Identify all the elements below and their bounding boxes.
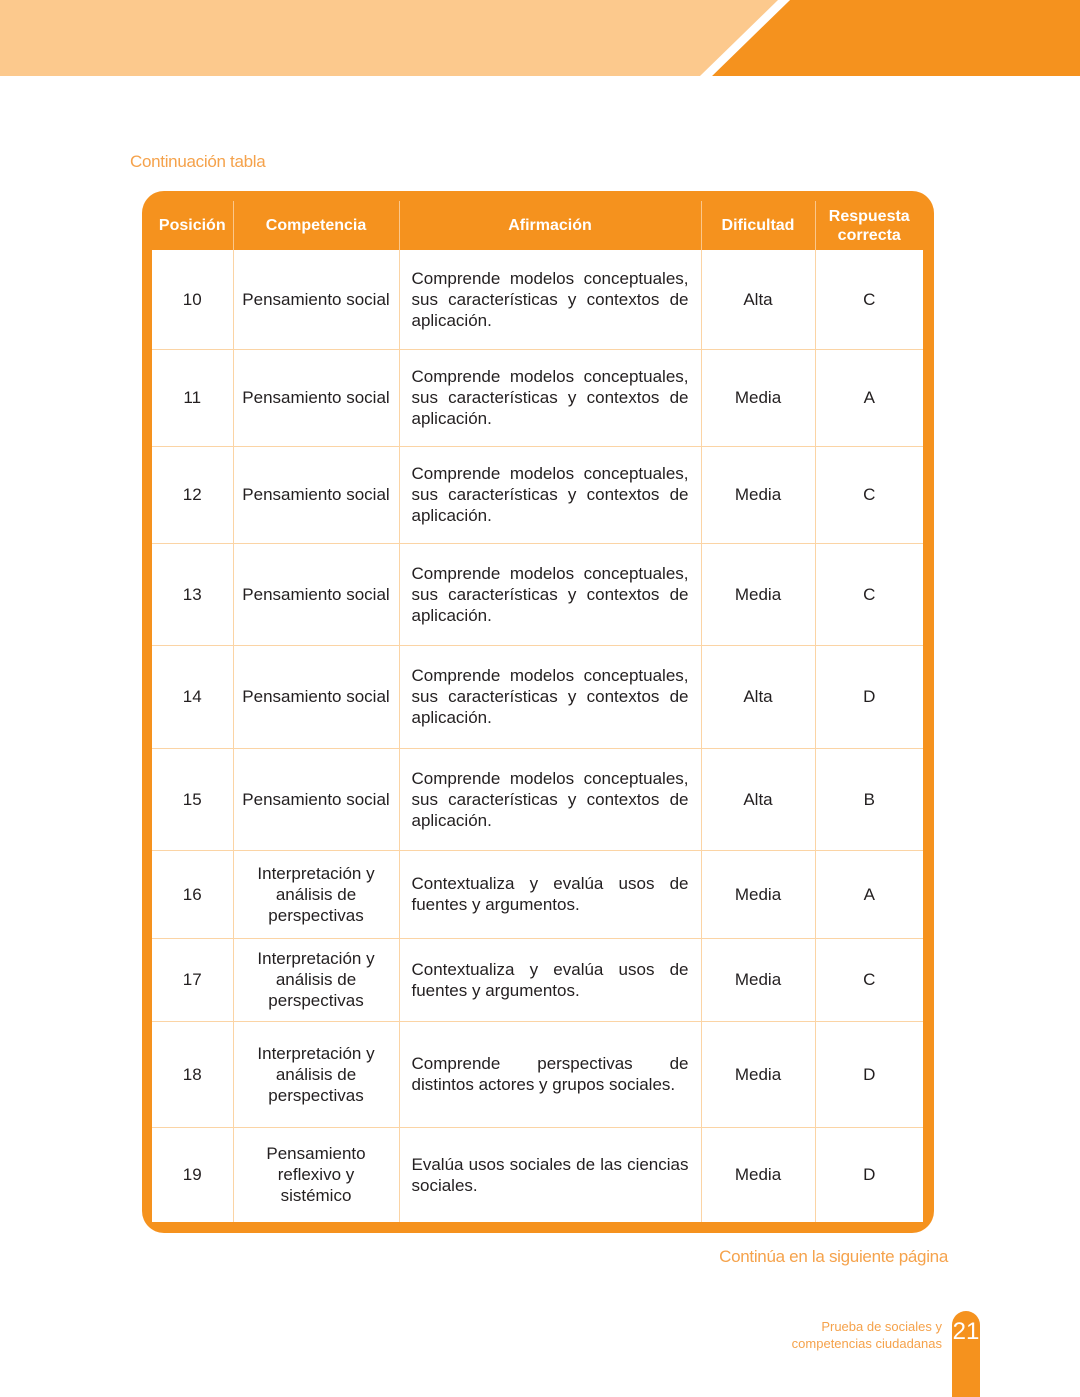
cell-posicion: 14: [152, 645, 233, 748]
cell-dificultad: Alta: [701, 748, 815, 850]
cell-posicion: 11: [152, 349, 233, 446]
table-row: [152, 850, 923, 938]
cell-competencia: Interpretación y análisis de perspectivas: [233, 1021, 399, 1127]
cell-afirmacion: Comprende modelos conceptuales, sus características y contextos de aplicación.: [399, 543, 701, 645]
table-header-row: [152, 201, 923, 250]
cell-posicion: 18: [152, 1021, 233, 1127]
cell-dificultad: Media: [701, 543, 815, 645]
cell-afirmacion: Contextualiza y evalúa usos de fuentes y argumentos.: [399, 938, 701, 1021]
column-header-dificultad: Dificultad: [701, 201, 815, 250]
cell-respuesta: A: [815, 349, 923, 446]
cell-respuesta: B: [815, 748, 923, 850]
cell-respuesta: C: [815, 250, 923, 349]
column-header-competencia: Competencia: [233, 201, 399, 250]
cell-dificultad: Alta: [701, 250, 815, 349]
table-row: [152, 1127, 923, 1222]
table-row: [152, 250, 923, 349]
cell-posicion: 17: [152, 938, 233, 1021]
cell-dificultad: Media: [701, 446, 815, 543]
page-number: 21: [952, 1318, 980, 1345]
cell-posicion: 19: [152, 1127, 233, 1222]
cell-posicion: 16: [152, 850, 233, 938]
footer-book-title: [720, 1318, 942, 1352]
table-row: [152, 938, 923, 1021]
cell-respuesta: D: [815, 645, 923, 748]
cell-afirmacion: Comprende modelos conceptuales, sus características y contextos de aplicación.: [399, 446, 701, 543]
cell-posicion: 13: [152, 543, 233, 645]
footer-book-title-line2: competencias ciudadanas: [791, 1336, 942, 1351]
column-header-posicion: Posición: [152, 201, 233, 250]
cell-afirmacion: Comprende modelos conceptuales, sus características y contextos de aplicación.: [399, 645, 701, 748]
cell-respuesta: C: [815, 543, 923, 645]
cell-respuesta: C: [815, 446, 923, 543]
table-row: [152, 349, 923, 446]
continuation-caption: Continuación tabla: [130, 152, 266, 171]
cell-afirmacion: Contextualiza y evalúa usos de fuentes y argumentos.: [399, 850, 701, 938]
cell-dificultad: Media: [701, 850, 815, 938]
cell-respuesta: D: [815, 1021, 923, 1127]
cell-competencia: Pensamiento social: [233, 748, 399, 850]
cell-posicion: 12: [152, 446, 233, 543]
cell-dificultad: Media: [701, 1127, 815, 1222]
column-header-afirmacion: Afirmación: [399, 201, 701, 250]
table-row: [152, 446, 923, 543]
cell-afirmacion: Comprende modelos conceptuales, sus características y contextos de aplicación.: [399, 349, 701, 446]
cell-competencia: Interpretación y análisis de perspectivas: [233, 850, 399, 938]
table-row: [152, 748, 923, 850]
cell-posicion: 10: [152, 250, 233, 349]
cell-dificultad: Media: [701, 938, 815, 1021]
cell-respuesta: C: [815, 938, 923, 1021]
answer-key-table: [152, 201, 923, 1222]
cell-competencia: Pensamiento reflexivo y sistémico: [233, 1127, 399, 1222]
cell-competencia: Pensamiento social: [233, 543, 399, 645]
footer-book-title-line1: Prueba de sociales y: [821, 1319, 942, 1334]
column-header-respuesta: [815, 201, 923, 250]
table-row: [152, 1021, 923, 1127]
cell-competencia: Pensamiento social: [233, 645, 399, 748]
cell-afirmacion: Comprende perspectivas de distintos actores y grupos sociales.: [399, 1021, 701, 1127]
column-header-respuesta-label: Respuesta correcta: [828, 207, 910, 244]
cell-dificultad: Alta: [701, 645, 815, 748]
cell-afirmacion: Comprende modelos conceptuales, sus características y contextos de aplicación.: [399, 250, 701, 349]
cell-competencia: Pensamiento social: [233, 446, 399, 543]
cell-posicion: 15: [152, 748, 233, 850]
cell-dificultad: Media: [701, 1021, 815, 1127]
cell-afirmacion: Evalúa usos sociales de las ciencias sociales.: [399, 1127, 701, 1222]
cell-respuesta: A: [815, 850, 923, 938]
cell-respuesta: D: [815, 1127, 923, 1222]
cell-dificultad: Media: [701, 349, 815, 446]
table-row: [152, 543, 923, 645]
continues-note: Continúa en la siguiente página: [719, 1247, 948, 1266]
table-row: [152, 645, 923, 748]
cell-competencia: Pensamiento social: [233, 349, 399, 446]
cell-afirmacion: Comprende modelos conceptuales, sus características y contextos de aplicación.: [399, 748, 701, 850]
cell-competencia: Pensamiento social: [233, 250, 399, 349]
cell-competencia: Interpretación y análisis de perspectivas: [233, 938, 399, 1021]
